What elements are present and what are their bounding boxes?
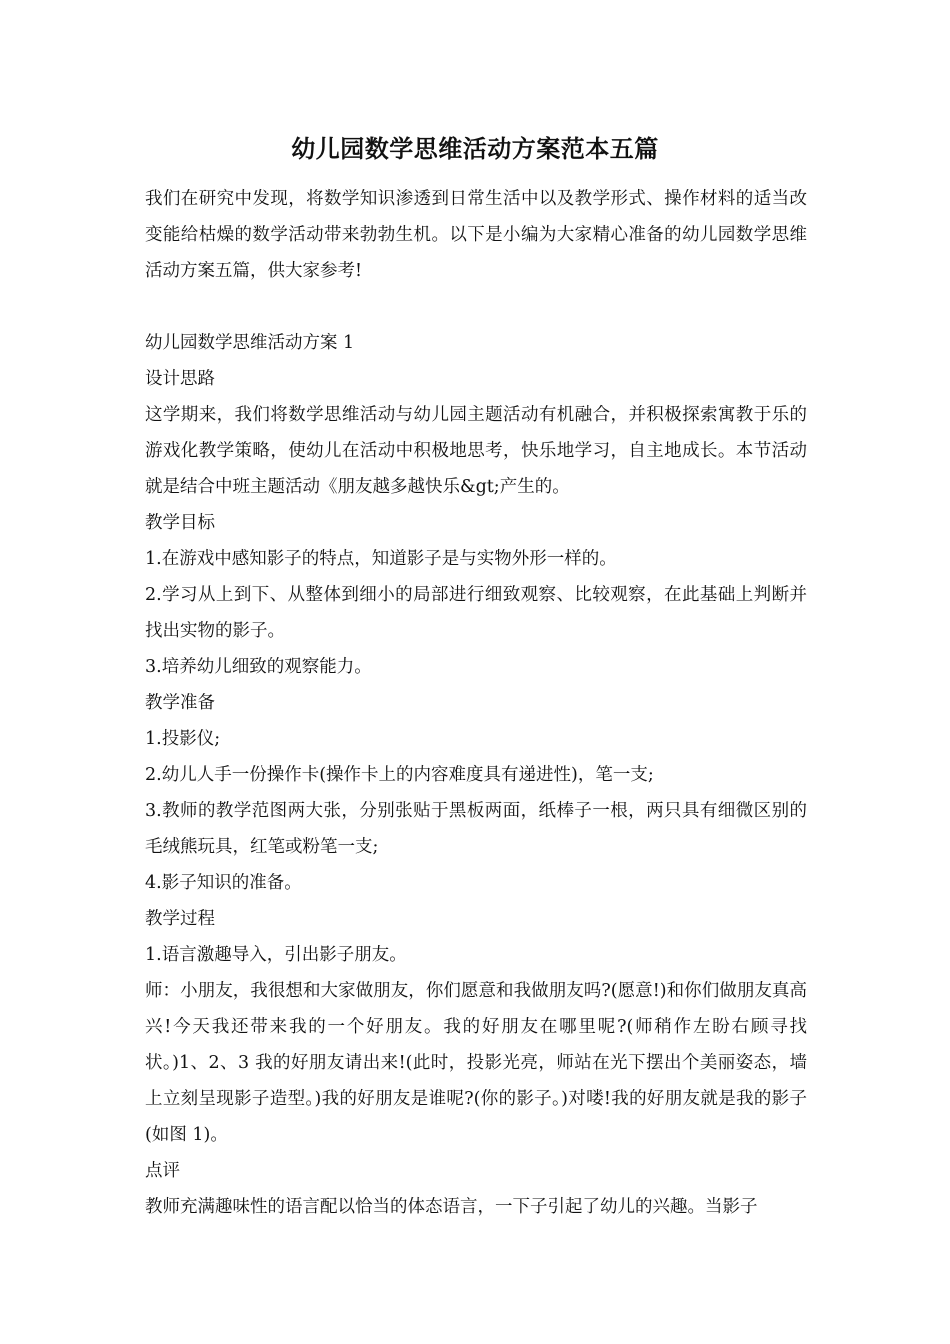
intro-paragraph: 我们在研究中发现，将数学知识渗透到日常生活中以及教学形式、操作材料的适当改变能给枯燥的数学活动带来勃勃生机。以下是小编为大家精心准备的幼儿园数学思维活动方案五篇，供大家参考!: [145, 189, 807, 281]
comment-heading: 点评: [145, 1161, 180, 1181]
design-paragraph: 这学期来，我们将数学思维活动与幼儿园主题活动有机融合，并积极探索寓教于乐的游戏化教学策略，使幼儿在活动中积极地思考，快乐地学习，自主地成长。本节活动就是结合中班主题活动《朋友越多越快乐&gt;产生的。: [145, 405, 807, 497]
prep-item: 3.教师的教学范图两大张，分别张贴于黑板两面，纸棒子一根，两只具有细微区别的毛绒熊玩具，红笔或粉笔一支;: [145, 801, 807, 857]
process-heading: 教学过程: [145, 909, 215, 929]
document-body: [145, 181, 807, 1225]
process-step: 1.语言激趣导入，引出影子朋友。: [145, 945, 407, 965]
document-title: 幼儿园数学思维活动方案范本五篇: [291, 134, 659, 163]
design-heading: 设计思路: [145, 369, 215, 389]
prep-item: 4.影子知识的准备。: [145, 873, 302, 893]
paragraph-spacer: [145, 289, 807, 325]
goal-item: 3.培养幼儿细致的观察能力。: [145, 657, 372, 677]
goals-heading: 教学目标: [145, 513, 215, 533]
goal-item: 2.学习从上到下、从整体到细小的局部进行细致观察、比较观察，在此基础上判断并找出实物的影子。: [145, 585, 807, 641]
goal-item: 1.在游戏中感知影子的特点，知道影子是与实物外形一样的。: [145, 549, 617, 569]
process-paragraph: 师：小朋友，我很想和大家做朋友，你们愿意和我做朋友吗?(愿意!)和你们做朋友真高兴!今天我还带来我的一个好朋友。我的好朋友在哪里呢?(师稍作左盼右顾寻找状。)1、2、3 我的好朋友请出来!(此时，投影光亮，师站在光下摆出个美丽姿态，墙上立刻呈现影子造型。)我的好朋友是谁呢?(你的影子。)对喽!我的好朋友就是我的影子(如图 1)。: [145, 981, 807, 1145]
prep-item: 1.投影仪;: [145, 729, 221, 749]
section-heading: 幼儿园数学思维活动方案 1: [145, 333, 355, 353]
comment-paragraph: 教师充满趣味性的语言配以恰当的体态语言，一下子引起了幼儿的兴趣。当影子: [145, 1197, 758, 1217]
prep-item: 2.幼儿人手一份操作卡(操作卡上的内容难度具有递进性)，笔一支;: [145, 765, 654, 785]
prep-heading: 教学准备: [145, 693, 215, 713]
